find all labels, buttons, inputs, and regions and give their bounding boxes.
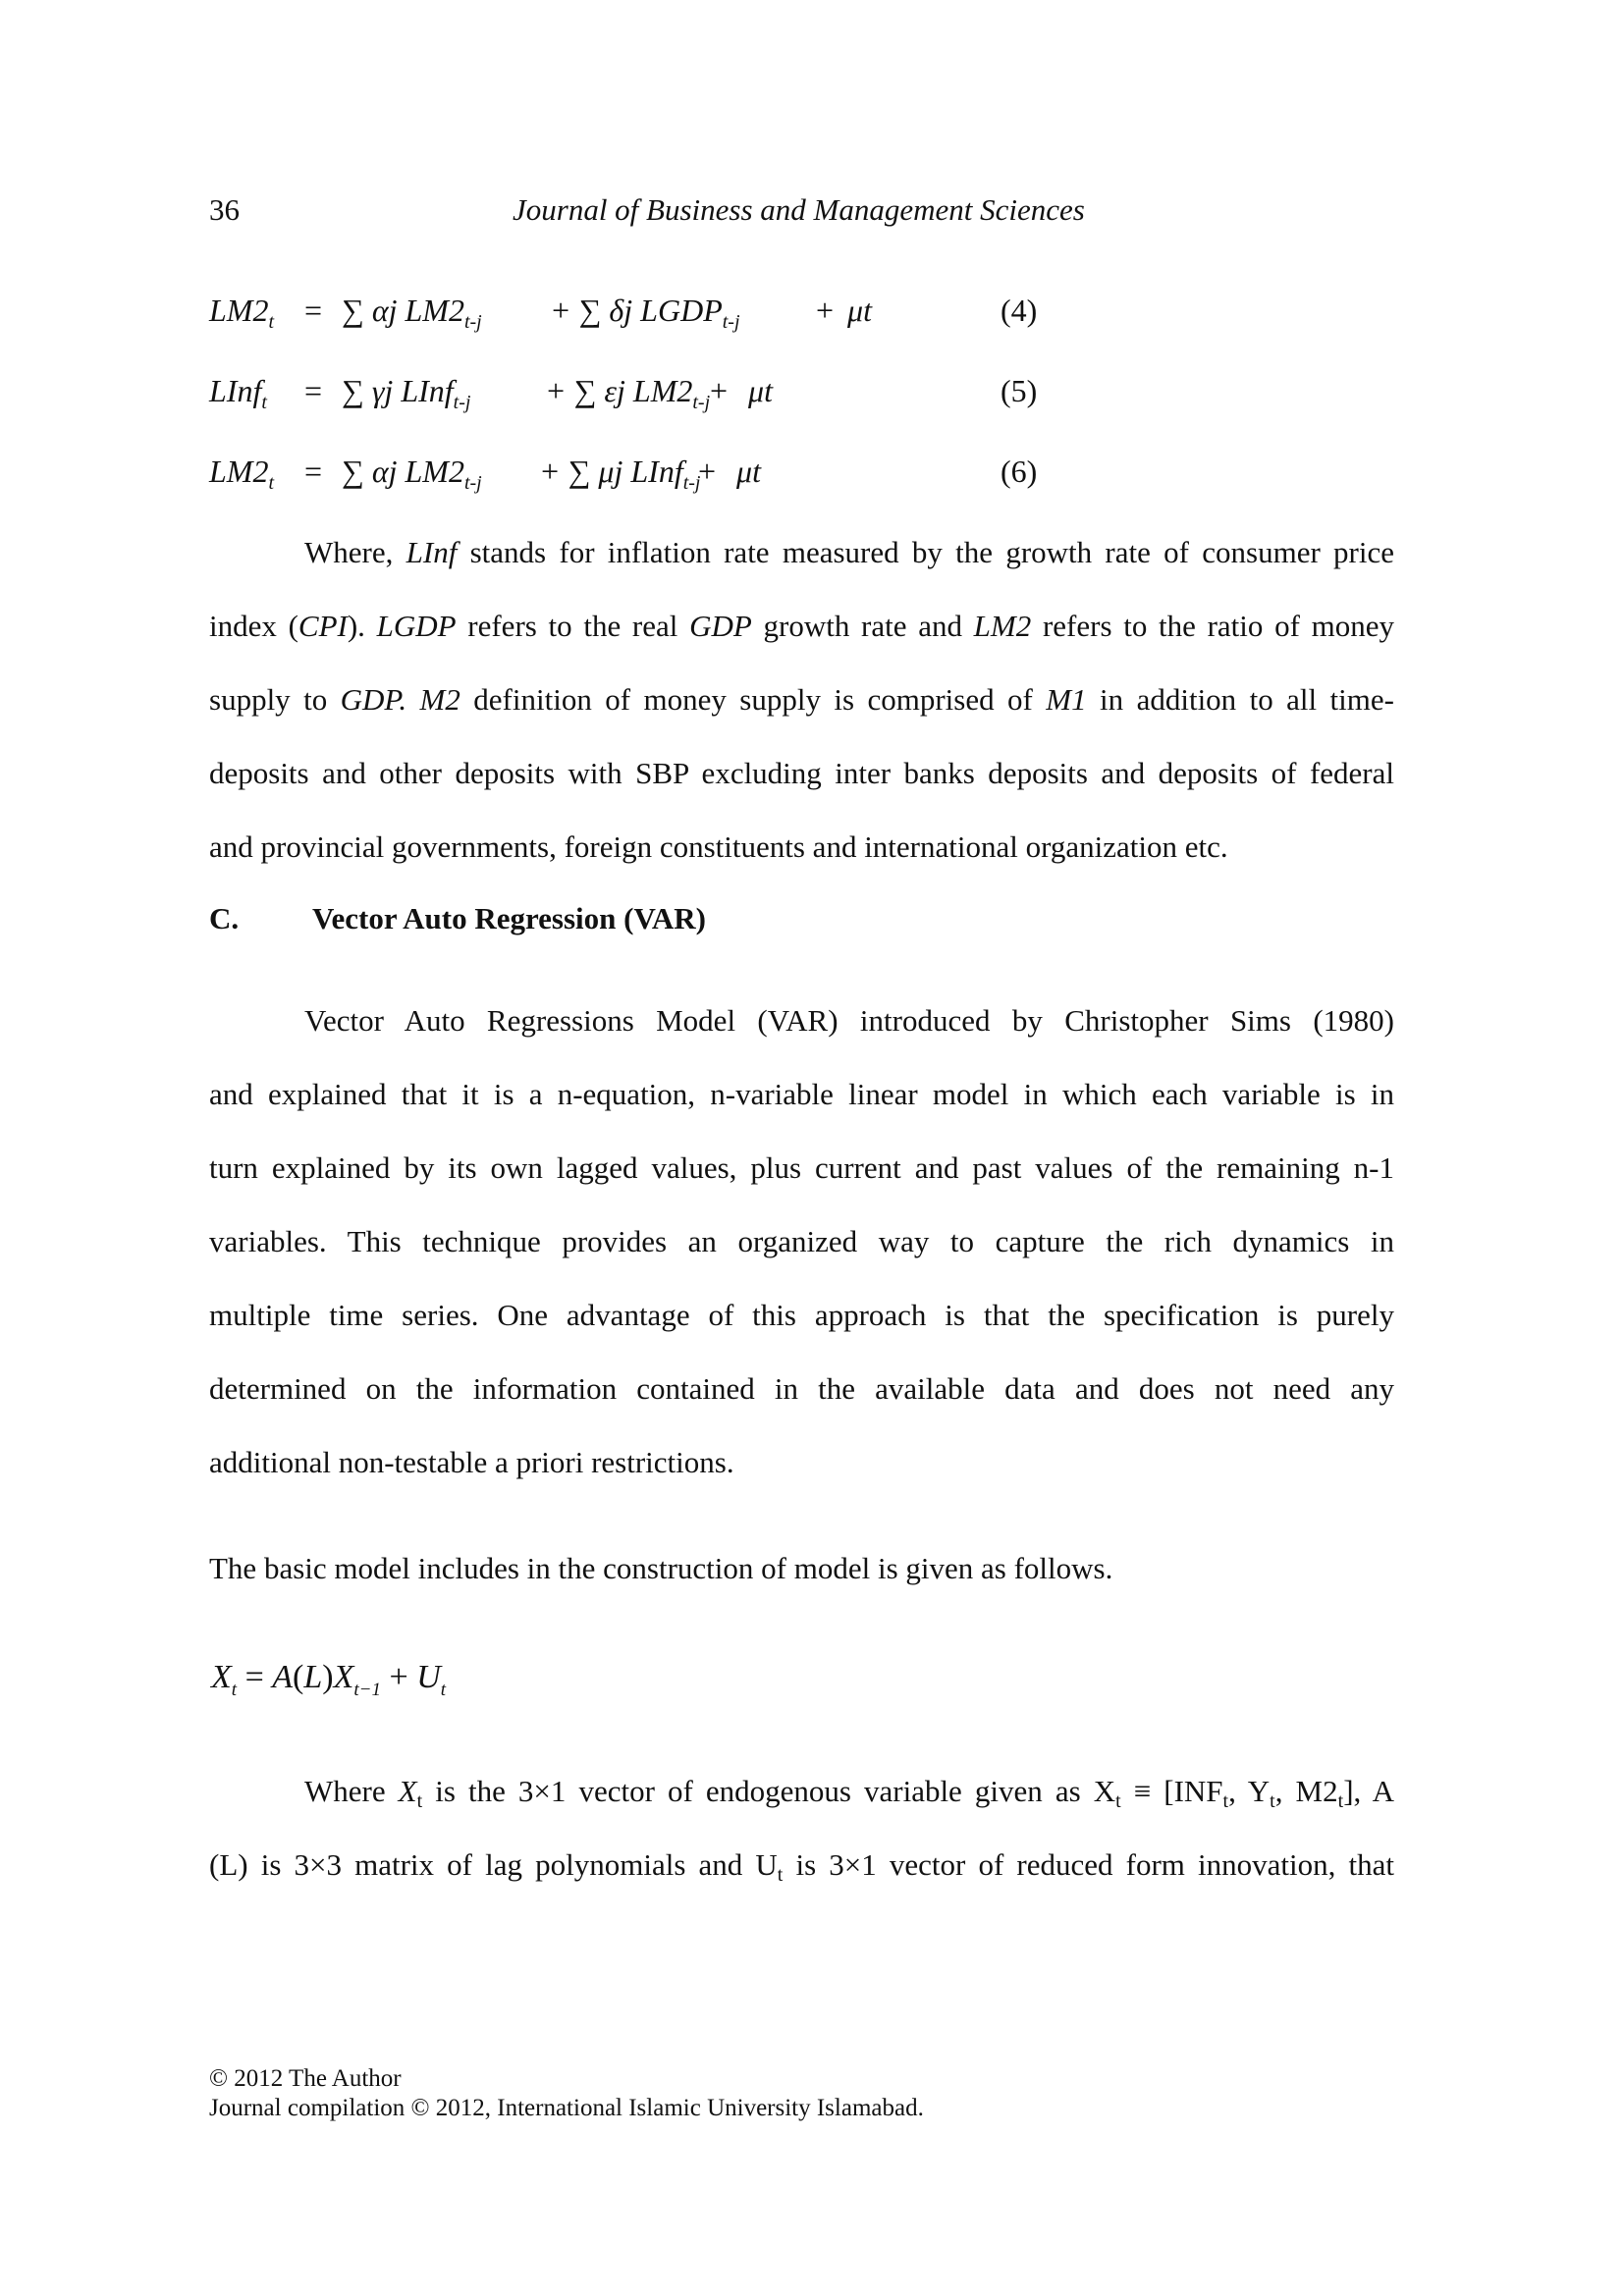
text-line: turn explained by its own lagged values, plus current and past values of the remaining n-1 <box>209 1150 1394 1185</box>
eq-lhs-sub: t <box>261 392 267 413</box>
text-line <box>209 663 1394 736</box>
text-run: (L) is 3×3 matrix of lag polynomials and U <box>209 1847 778 1882</box>
eq-paren: ( <box>293 1659 304 1695</box>
variable-term: LM2 <box>973 609 1032 643</box>
text-run: refers to the ratio of money <box>1031 609 1395 643</box>
text-line: additional non-testable a priori restrictions. <box>209 1445 734 1479</box>
eq-number: (6) <box>1001 454 1038 489</box>
text-run: ], A <box>1343 1774 1394 1808</box>
text-line: deposits and other deposits with SBP excluding inter banks deposits and deposits of federal <box>209 756 1394 790</box>
page-number: 36 <box>209 192 240 227</box>
var-paragraph <box>209 984 1394 1499</box>
subscript: t <box>1115 1790 1121 1812</box>
text-line <box>209 1754 1394 1828</box>
eq-symbol: A <box>272 1659 294 1695</box>
eq-lhs: LInf <box>209 373 262 408</box>
eq-symbol: X <box>211 1659 232 1695</box>
text-line: and provincial governments, foreign constituents and international organization etc. <box>209 829 1228 864</box>
variable-term: X <box>398 1774 417 1808</box>
eq-number: (4) <box>1001 293 1038 328</box>
eq-equals: = <box>304 373 323 408</box>
footer-copyright: © 2012 The Author <box>209 2065 402 2092</box>
eq-term2-sub: t-j <box>682 472 701 494</box>
eq-term1-sub: t-j <box>463 311 482 333</box>
eq-term1-coef: ∑ αj <box>342 293 406 328</box>
var-equation <box>211 1659 446 1701</box>
eq-subscript: t <box>231 1680 238 1700</box>
text-line: Vector Auto Regressions Model (VAR) introduced by Christopher Sims (1980) <box>304 1003 1394 1038</box>
text-line: multiple time series. One advantage of this approach is that the specification is purely <box>209 1298 1394 1332</box>
variable-term: GDP. M2 <box>340 682 460 717</box>
eq-error: μt <box>748 373 773 408</box>
subscript: t <box>1337 1790 1344 1812</box>
text-run: ≡ [INF <box>1120 1774 1223 1808</box>
text-line <box>209 515 1394 589</box>
eq-paren: ) <box>322 1659 334 1695</box>
eq-subscript: t−1 <box>353 1680 381 1700</box>
text-line: and explained that it is a n-equation, n-variable linear model in which each variable is in <box>209 1077 1394 1111</box>
text-run: is 3×1 vector of reduced form innovation, that <box>783 1847 1394 1882</box>
eq-term2-var: LInf <box>630 454 683 489</box>
text-run: growth rate and <box>751 609 974 643</box>
eq-term1-coef: ∑ αj <box>342 454 406 489</box>
section-letter: C. <box>209 901 240 935</box>
text-run: Where <box>304 1774 399 1808</box>
model-intro-paragraph <box>209 1531 1394 1605</box>
eq-number: (5) <box>1001 373 1038 408</box>
eq-term1-var: LM2 <box>405 454 464 489</box>
text-run: refers to the real <box>456 609 690 643</box>
text-run: stands for inflation rate measured by the growth rate of consumer price <box>457 535 1395 569</box>
eq-subscript: t <box>440 1680 447 1700</box>
eq-plus: + <box>381 1659 417 1695</box>
subscript: t <box>777 1864 784 1886</box>
text-run: is the 3×1 vector of endogenous variable given as X <box>422 1774 1116 1808</box>
footer-compilation: Journal compilation © 2012, International Islamic University Islamabad. <box>209 2095 924 2121</box>
subscript: t <box>1222 1790 1229 1812</box>
text-run: ). <box>347 609 377 643</box>
eq-equals: = <box>304 293 323 328</box>
eq-symbol: X <box>333 1659 354 1695</box>
eq-op1: + ∑ μj <box>539 454 631 489</box>
text-run: , M2 <box>1274 1774 1338 1808</box>
eq-term1-coef: ∑ γj <box>342 373 402 408</box>
variable-term: LGDP <box>376 609 457 643</box>
text-run: index ( <box>209 609 298 643</box>
eq-term1-sub: t-j <box>463 472 482 494</box>
text-line <box>209 1828 1394 1901</box>
eq-op1: + ∑ δj <box>550 293 641 328</box>
eq-op2: + <box>710 373 729 408</box>
variable-term: GDP <box>689 609 752 643</box>
eq-term2-var: LGDP <box>640 293 723 328</box>
equation-6 <box>209 454 1044 497</box>
eq-term1-var: LM2 <box>405 293 464 328</box>
eq-op1: + ∑ εj <box>545 373 633 408</box>
text-run: , Y <box>1228 1774 1271 1808</box>
text-line: variables. This technique provides an organized way to capture the rich dynamics in <box>209 1224 1394 1258</box>
subscript: t <box>1270 1790 1275 1812</box>
eq-error: μt <box>847 293 872 328</box>
section-title: Vector Auto Regression (VAR) <box>312 901 706 935</box>
eq-term1-sub: t-j <box>453 392 471 413</box>
subscript: t <box>416 1790 423 1812</box>
eq-lhs: LM2 <box>209 454 269 489</box>
variable-term: M1 <box>1046 682 1087 717</box>
text-run: in addition to all time- <box>1086 682 1394 717</box>
eq-term2-sub: t-j <box>692 392 711 413</box>
equation-5 <box>209 373 1044 416</box>
eq-lhs-sub: t <box>268 311 275 333</box>
definitions-paragraph <box>209 515 1394 883</box>
eq-op2: + <box>698 454 717 489</box>
eq-op2: + <box>816 293 835 328</box>
text-run: supply to <box>209 682 341 717</box>
variable-term: CPI <box>298 609 348 643</box>
eq-lhs-sub: t <box>268 472 275 494</box>
eq-equals: = <box>304 454 323 489</box>
eq-equals: = <box>237 1659 273 1695</box>
eq-lhs: LM2 <box>209 293 269 328</box>
text-line <box>209 589 1394 663</box>
text-line: The basic model includes in the construction of model is given as follows. <box>209 1551 1113 1585</box>
eq-term1-var: LInf <box>401 373 454 408</box>
text-run: Where, <box>304 535 406 569</box>
eq-error: μt <box>736 454 761 489</box>
equation-4 <box>209 293 1044 336</box>
eq-symbol: U <box>416 1659 441 1695</box>
variable-term: LInf <box>406 535 458 569</box>
eq-symbol: L <box>303 1659 323 1695</box>
journal-title: Journal of Business and Management Sciences <box>513 192 1085 227</box>
vector-definition-paragraph <box>209 1754 1394 1901</box>
eq-term2-var: LM2 <box>632 373 693 408</box>
text-run: definition of money supply is comprised of <box>460 682 1047 717</box>
text-line: determined on the information contained in the available data and does not need any <box>209 1371 1394 1406</box>
eq-term2-sub: t-j <box>722 311 740 333</box>
